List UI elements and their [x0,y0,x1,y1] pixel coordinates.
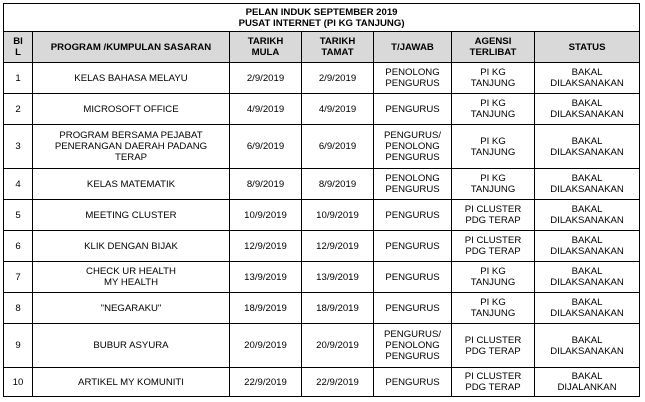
bil-cell [4,324,33,368]
cell-line: "NEGARAKU" [100,302,162,314]
bil-cell [4,368,33,397]
tarikh-mula-cell [230,169,302,200]
cell-line: PENGURUS [385,271,440,283]
cell-line: PROGRAM BERSAMA PEJABAT [59,130,203,141]
table-row [4,231,640,262]
header-agensi [452,32,535,63]
cell-line: 22/9/2019 [244,376,287,388]
cell-line: TANJUNG [470,78,516,89]
cell-line: DIJALANKAN [557,382,617,393]
cell-line: TANJUNG [470,277,516,288]
tjawab-cell [374,94,452,125]
header-line: STATUS [568,41,606,53]
cell-line: CHECK UR HEALTH [86,266,176,277]
tarikh-mula-cell [230,293,302,324]
cell-line: 10/9/2019 [244,209,287,221]
header-line: PROGRAM /KUMPULAN SASARAN [50,41,212,53]
cell-line: DILAKSANAKAN [550,215,624,226]
cell-line: 12/9/2019 [316,240,359,252]
tarikh-tamat-cell [302,368,374,397]
tjawab-cell [374,368,452,397]
cell-line: PDG TERAP [465,345,521,357]
cell-line: DILAKSANAKAN [550,184,624,195]
cell-line: 4 [15,178,21,190]
cell-line: BAKAL [571,297,603,308]
tarikh-tamat-cell [302,94,374,125]
cell-line: TANJUNG [470,308,516,319]
cell-line: 18/9/2019 [244,302,287,314]
status-cell [535,200,640,231]
header-line: AGENSI [474,36,512,47]
cell-line: TERAP [115,152,147,163]
tarikh-mula-cell [230,200,302,231]
bil-cell [4,169,33,200]
program-cell [33,94,230,125]
cell-line: BAKAL [571,98,603,109]
cell-line: PDG TERAP [465,382,521,393]
tjawab-cell [374,169,452,200]
tarikh-mula-cell [230,368,302,397]
header-line: TARIKH [247,36,284,47]
tjawab-cell [374,231,452,262]
header-line: BI [13,36,23,47]
agensi-cell [452,125,535,169]
subtitle-line: PUSAT INTERNET (PI KG TANJUNG) [238,17,405,29]
cell-line: 8/9/2019 [318,178,357,190]
cell-line: PENGURUS [385,78,440,89]
tarikh-tamat-cell [302,125,374,169]
cell-line: PI CLUSTER [464,334,522,346]
bil-cell [4,125,33,169]
cell-line: PI KG [480,173,506,184]
program-cell [33,262,230,293]
cell-line: TANJUNG [470,109,516,120]
cell-line: PDG TERAP [465,246,521,257]
header-line: MULA [251,47,280,58]
agensi-cell [452,262,535,293]
cell-line: DILAKSANAKAN [550,146,624,158]
tarikh-tamat-cell [302,63,374,94]
table-row [4,125,640,169]
cell-line: 13/9/2019 [316,271,359,283]
cell-line: PENOLONG [385,141,440,152]
header-line: L [15,47,21,58]
tarikh-tamat-cell [302,231,374,262]
tarikh-mula-cell [230,231,302,262]
cell-line: 3 [15,141,21,152]
agensi-cell [452,368,535,397]
cell-line: 6/9/2019 [318,141,357,152]
cell-line: PENOLONG [385,340,440,351]
status-cell [535,169,640,200]
cell-line: BAKAL [571,135,603,147]
cell-line: BAKAL [571,173,603,184]
cell-line: 20/9/2019 [316,340,359,351]
cell-line: 6 [15,240,21,252]
tarikh-mula-cell [230,125,302,169]
cell-line: BAKAL [571,371,603,382]
status-cell [535,125,640,169]
cell-line: PENGURUS [385,152,440,163]
cell-line: PI CLUSTER [464,235,522,246]
cell-line: ARTIKEL MY KOMUNITI [78,376,184,388]
cell-line: DILAKSANAKAN [550,308,624,319]
agensi-cell [452,293,535,324]
cell-line: 22/9/2019 [316,376,359,388]
cell-line: 10/9/2019 [316,209,359,221]
cell-line: PI KG [480,297,506,308]
agensi-cell [452,169,535,200]
tarikh-mula-cell [230,94,302,125]
program-cell [33,169,230,200]
cell-line: BAKAL [571,266,603,277]
bil-cell [4,63,33,94]
cell-line: PENGURUS/ [383,130,442,141]
cell-line: PI KG [480,135,506,147]
tjawab-cell [374,63,452,94]
status-cell [535,231,640,262]
bil-cell [4,231,33,262]
cell-line: BAKAL [571,334,603,346]
cell-line: 5 [15,209,21,221]
cell-line: PENGURUS [385,103,440,115]
table-row [4,293,640,324]
cell-line: MY HEALTH [103,277,159,288]
cell-line: PDG TERAP [465,215,521,226]
plan-table [3,3,640,397]
cell-line: DILAKSANAKAN [550,345,624,357]
bil-cell [4,94,33,125]
cell-line: DILAKSANAKAN [550,78,624,89]
cell-line: BAKAL [571,235,603,246]
cell-line: PENGURUS [385,376,440,388]
cell-line: 9 [15,340,21,351]
tjawab-cell [374,324,452,368]
cell-line: 12/9/2019 [244,240,287,252]
program-cell [33,125,230,169]
cell-line: BAKAL [571,67,603,78]
cell-line: MEETING CLUSTER [85,209,177,221]
program-cell [33,368,230,397]
cell-line: KELAS BAHASA MELAYU [74,72,188,84]
program-cell [33,324,230,368]
status-cell [535,324,640,368]
cell-line: 2/9/2019 [318,72,357,84]
cell-line: BAKAL [571,204,603,215]
cell-line: PENGURUS [385,302,440,314]
cell-line: BUBUR ASYURA [93,340,169,351]
tarikh-tamat-cell [302,262,374,293]
cell-line: 8/9/2019 [246,178,285,190]
header-tjawab [374,32,452,63]
table-row [4,324,640,368]
title-line: PELAN INDUK SEPTEMBER 2019 [245,6,398,18]
cell-line: MICROSOFT OFFICE [83,103,179,115]
tarikh-tamat-cell [302,324,374,368]
tjawab-cell [374,125,452,169]
agensi-cell [452,200,535,231]
header-tarikh-tamat [302,32,374,63]
header-line: TAMAT [321,47,354,58]
cell-line: PENGURUS [385,240,440,252]
cell-line: PI CLUSTER [464,371,522,382]
status-cell [535,368,640,397]
cell-line: 2/9/2019 [246,72,285,84]
tarikh-tamat-cell [302,293,374,324]
cell-line: DILAKSANAKAN [550,109,624,120]
cell-line: DILAKSANAKAN [550,246,624,257]
cell-line: 20/9/2019 [244,340,287,351]
tjawab-cell [374,293,452,324]
cell-line: PI KG [480,98,506,109]
cell-line: 18/9/2019 [316,302,359,314]
cell-line: PENOLONG [385,67,440,78]
header-bil [4,32,33,63]
status-cell [535,63,640,94]
cell-line: 1 [15,72,21,84]
table-row [4,63,640,94]
cell-line: PENGURUS [385,184,440,195]
cell-line: PENERANGAN DAERAH PADANG [54,141,208,152]
tarikh-mula-cell [230,63,302,94]
tjawab-cell [374,262,452,293]
header-row [4,32,640,63]
cell-line: 8 [15,302,21,314]
cell-line: PENGURUS/ [383,329,442,340]
cell-line: DILAKSANAKAN [550,277,624,288]
agensi-cell [452,324,535,368]
tarikh-tamat-cell [302,200,374,231]
tarikh-mula-cell [230,324,302,368]
tjawab-cell [374,200,452,231]
cell-line: TANJUNG [470,184,516,195]
header-tarikh-mula [230,32,302,63]
status-cell [535,262,640,293]
table-title [4,4,640,32]
cell-line: KLIK DENGAN BIJAK [84,240,178,252]
cell-line: KELAS MATEMATIK [86,178,176,190]
program-cell [33,231,230,262]
cell-line: PI KG [480,67,506,78]
cell-line: PENGURUS [385,209,440,221]
bil-cell [4,293,33,324]
cell-line: TANJUNG [470,146,516,158]
agensi-cell [452,94,535,125]
cell-line: 4/9/2019 [246,103,285,115]
cell-line: PI KG [480,266,506,277]
bil-cell [4,200,33,231]
header-line: TARIKH [319,36,356,47]
table-row [4,94,640,125]
status-cell [535,293,640,324]
table-row [4,169,640,200]
cell-line: PENOLONG [385,173,440,184]
program-cell [33,200,230,231]
tarikh-tamat-cell [302,169,374,200]
header-status [535,32,640,63]
header-line: T/JAWAB [391,41,434,53]
agensi-cell [452,231,535,262]
cell-line: 6/9/2019 [246,141,285,152]
bil-cell [4,262,33,293]
cell-line: 7 [15,271,21,283]
cell-line: PI CLUSTER [464,204,522,215]
cell-line: 10 [12,376,24,388]
table-body [4,63,640,397]
agensi-cell [452,63,535,94]
table-row [4,200,640,231]
tarikh-mula-cell [230,262,302,293]
program-cell [33,63,230,94]
cell-line: 4/9/2019 [318,103,357,115]
cell-line: 2 [15,103,21,115]
program-cell [33,293,230,324]
cell-line: 13/9/2019 [244,271,287,283]
header-line: TERLIBAT [469,47,517,58]
status-cell [535,94,640,125]
cell-line: PENGURUS [385,351,440,362]
table-row [4,262,640,293]
table-row [4,368,640,397]
header-program [33,32,230,63]
